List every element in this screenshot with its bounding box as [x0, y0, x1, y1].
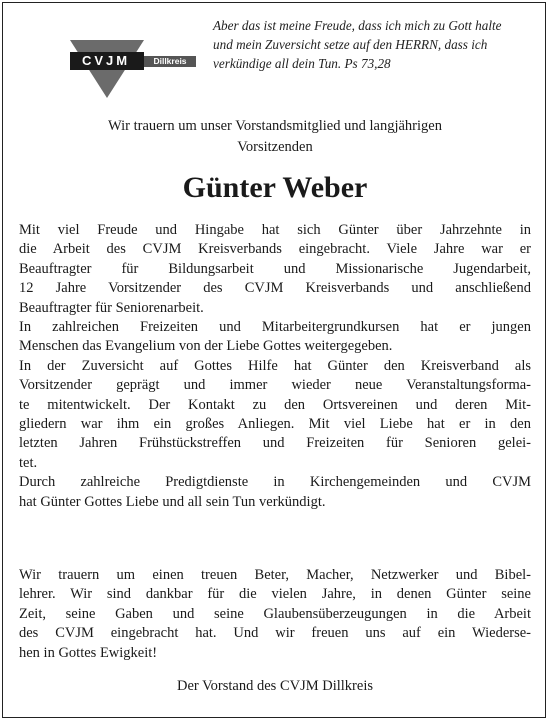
paragraph-biography — [19, 221, 531, 512]
signature: Der Vorstand des CVJM Dillkreis — [176, 678, 373, 694]
text-line: Zeit, seine Gaben und seine Glaubensüberzeugungen in die Arbeit — [19, 605, 531, 622]
intro-line: Wir trauern um unser Vorstandsmitglied und langjährigen — [108, 118, 442, 134]
text-line: 12 Jahre Vorsitzender des CVJM Kreisverbands und anschließend — [19, 280, 531, 297]
text-line: Wir trauern um einen treuen Beter, Macher, Netzwerker und Bibel- — [19, 567, 531, 583]
logo-badge: Dillkreis — [144, 56, 196, 67]
text-line: hat Günter Gottes Liebe und all sein Tun verkündigt. — [19, 493, 326, 510]
verse-line: und mein Zuversicht setze auf den HERRN, dass ich — [213, 37, 488, 52]
text-line: Mit viel Freude und Hingabe hat sich Günter über Jahrzehnte in — [19, 222, 531, 238]
cvjm-logo — [70, 40, 196, 100]
intro-text — [40, 116, 510, 158]
text-line: In zahlreichen Freizeiten und Mitarbeitergrundkursen hat er jungen — [19, 319, 531, 336]
logo-wordmark: CVJM — [81, 53, 131, 68]
text-line: die Arbeit des CVJM Kreisverbands eingebracht. Viele Jahre war er — [19, 241, 531, 258]
intro-line: Vorsitzenden — [237, 139, 313, 155]
text-line: Menschen das Evangelium von der Liebe Gottes weitergegeben. — [19, 338, 393, 355]
paragraph-tribute — [19, 566, 531, 663]
text-line: Beauftragter für Bildungsarbeit und Missionarische Jugendarbeit, — [19, 260, 531, 277]
verse-line: verkündige all dein Tun. Ps 73,28 — [213, 56, 391, 71]
text-line: lehrer. Wir sind dankbar für die vielen Jahre, in denen Günter seine — [19, 586, 531, 603]
cvjm-triangle-icon — [70, 40, 144, 100]
bible-verse — [213, 16, 533, 73]
text-line: te mitentwickelt. Der Kontakt zu den Ortsvereinen und deren Mit- — [19, 396, 531, 413]
text-line: Durch zahlreiche Predigtdienste in Kirchengemeinden und CVJM — [19, 474, 531, 491]
text-line: hen in Gottes Ewigkeit! — [19, 644, 158, 661]
text-line: des CVJM eingebracht hat. Und wir freuen uns auf ein Wiederse- — [19, 625, 531, 642]
text-line: tet. — [19, 454, 38, 471]
text-line: letzten Jahren Frühstückstreffen und Freizeiten für Senioren gelei- — [19, 435, 531, 452]
text-line: gliedern war ihm ein großes Anliegen. Mit viel Liebe hat er in den — [19, 416, 531, 433]
text-line: In der Zuversicht auf Gottes Hilfe hat Günter den Kreisverband als — [19, 357, 531, 374]
verse-line: Aber das ist meine Freude, dass ich mich zu Gott halte — [213, 18, 502, 33]
text-line: Vorsitzender geprägt und immer wieder neue Veranstaltungsforma- — [19, 377, 531, 394]
deceased-name: Günter Weber — [182, 171, 368, 204]
text-line: Beauftragter für Seniorenarbeit. — [19, 299, 204, 316]
